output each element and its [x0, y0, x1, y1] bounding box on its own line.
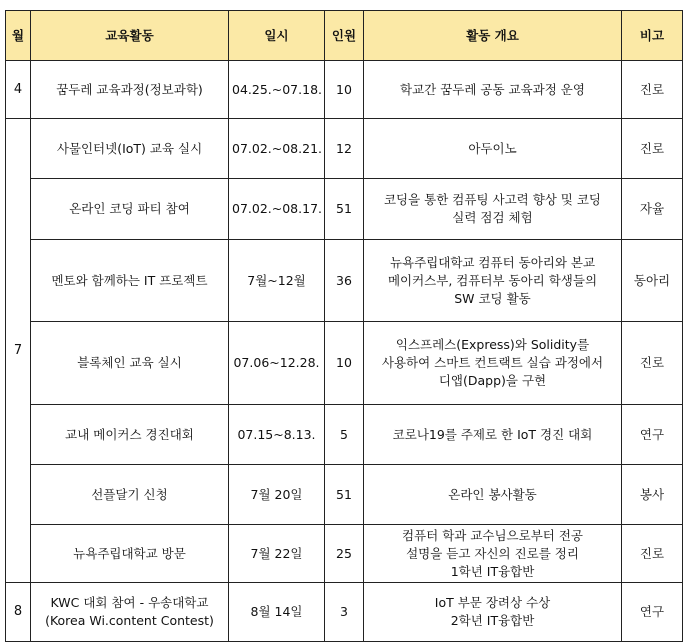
- table-row: [6, 119, 683, 179]
- overview-line: 설명을 듣고 자신의 진로를 정리: [406, 545, 579, 561]
- header-overview: 활동 개요: [364, 11, 622, 61]
- activity-cell: [31, 525, 229, 583]
- overview-line: SW 코딩 활동: [454, 290, 531, 306]
- activity-line: KWC 대회 참여 - 우송대학교: [50, 595, 209, 610]
- people-cell: 3: [325, 583, 364, 642]
- activity-cell: [31, 240, 229, 322]
- table-row: [6, 61, 683, 119]
- overview-cell: [364, 179, 622, 240]
- activity-line: 온라인 코딩 파티 참여: [69, 201, 190, 216]
- overview-line: 익스프레스(Express)와 Solidity를: [395, 337, 590, 352]
- activity-cell: [31, 583, 229, 642]
- overview-cell: [364, 119, 622, 179]
- table-row: [6, 240, 683, 322]
- activity-line: 블록체인 교육 실시: [77, 355, 182, 370]
- people-cell: 5: [325, 405, 364, 465]
- activity-line: 교내 메이커스 경진대회: [65, 426, 194, 442]
- activity-line: 사물인터넷(IoT) 교육 실시: [56, 140, 203, 156]
- overview-cell: [364, 583, 622, 642]
- header-month: 월: [6, 11, 31, 61]
- overview-cell: [364, 525, 622, 583]
- header-note: 비고: [622, 11, 683, 61]
- date-cell: 7월 20일: [229, 465, 325, 525]
- table-row: [6, 583, 683, 642]
- note-cell: 동아리: [622, 240, 683, 322]
- overview-line: 뉴욕주립대학교 컴퓨터 동아리와 본교: [389, 254, 596, 270]
- note-cell: 진로: [622, 322, 683, 405]
- overview-line: IoT 부문 장려상 수상: [434, 595, 551, 610]
- note-cell: 봉사: [622, 465, 683, 525]
- overview-line: 학교간 꿈두레 공동 교육과정 운영: [400, 81, 585, 97]
- overview-cell: [364, 405, 622, 465]
- date-cell: 04.25.~07.18.: [229, 61, 325, 119]
- table-row: [6, 465, 683, 525]
- header-people: 인원: [325, 11, 364, 61]
- note-cell: 자율: [622, 179, 683, 240]
- header-date: 일시: [229, 11, 325, 61]
- overview-line: 온라인 봉사활동: [448, 486, 537, 502]
- overview-line: 컴퓨터 학과 교수님으로부터 전공: [402, 527, 583, 543]
- activity-line: 멘토와 함께하는 IT 프로젝트: [51, 272, 208, 288]
- activity-cell: [31, 179, 229, 240]
- table-row: [6, 525, 683, 583]
- people-cell: 10: [325, 322, 364, 405]
- overview-cell: [364, 322, 622, 405]
- people-cell: 51: [325, 179, 364, 240]
- month-cell: 8: [6, 583, 31, 642]
- date-cell: 07.02.~08.17.: [229, 179, 325, 240]
- date-cell: 7월 22일: [229, 525, 325, 583]
- people-cell: 12: [325, 119, 364, 179]
- overview-cell: [364, 240, 622, 322]
- overview-line: 코딩을 통한 컴퓨팅 사고력 향상 및 코딩: [383, 192, 602, 207]
- date-cell: 07.02.~08.21.: [229, 119, 325, 179]
- overview-line: 사용하여 스마트 컨트랙트 실습 과정에서: [381, 355, 604, 370]
- header-row: [6, 11, 683, 61]
- activity-cell: [31, 119, 229, 179]
- note-cell: 진로: [622, 61, 683, 119]
- overview-cell: [364, 465, 622, 525]
- date-cell: 07.15~8.13.: [229, 405, 325, 465]
- people-cell: 25: [325, 525, 364, 583]
- month-cell: 4: [6, 61, 31, 119]
- activity-cell: [31, 405, 229, 465]
- overview-line: 2학년 IT융합반: [450, 613, 535, 628]
- overview-line: 코로나19를 주제로 한 IoT 경진 대회: [392, 426, 593, 442]
- note-cell: 연구: [622, 405, 683, 465]
- overview-line: 디앱(Dapp)을 구현: [438, 373, 547, 388]
- activity-line: (Korea Wi.content Contest): [45, 613, 214, 628]
- table-row: [6, 322, 683, 405]
- people-cell: 10: [325, 61, 364, 119]
- date-cell: 07.06~12.28.: [229, 322, 325, 405]
- activity-cell: [31, 465, 229, 525]
- overview-line: 메이커스부, 컴퓨터부 동아리 학생들의: [387, 272, 598, 288]
- activity-cell: [31, 322, 229, 405]
- overview-cell: [364, 61, 622, 119]
- table-row: [6, 179, 683, 240]
- header-activity: 교육활동: [31, 11, 229, 61]
- activity-line: 꿈두레 교육과정(정보과학): [56, 81, 203, 97]
- note-cell: 연구: [622, 583, 683, 642]
- overview-line: 실력 점검 체험: [452, 210, 533, 225]
- activity-line: 뉴욕주립대학교 방문: [73, 545, 186, 561]
- overview-line: 1학년 IT융합반: [450, 563, 535, 579]
- overview-line: 아두이노: [468, 140, 517, 156]
- table-row: [6, 405, 683, 465]
- date-cell: 8월 14일: [229, 583, 325, 642]
- activity-table: [5, 10, 683, 642]
- activity-line: 선플달기 신청: [91, 486, 168, 502]
- people-cell: 51: [325, 465, 364, 525]
- people-cell: 36: [325, 240, 364, 322]
- date-cell: 7월~12월: [229, 240, 325, 322]
- note-cell: 진로: [622, 119, 683, 179]
- month-cell: 7: [6, 119, 31, 583]
- note-cell: 진로: [622, 525, 683, 583]
- activity-cell: [31, 61, 229, 119]
